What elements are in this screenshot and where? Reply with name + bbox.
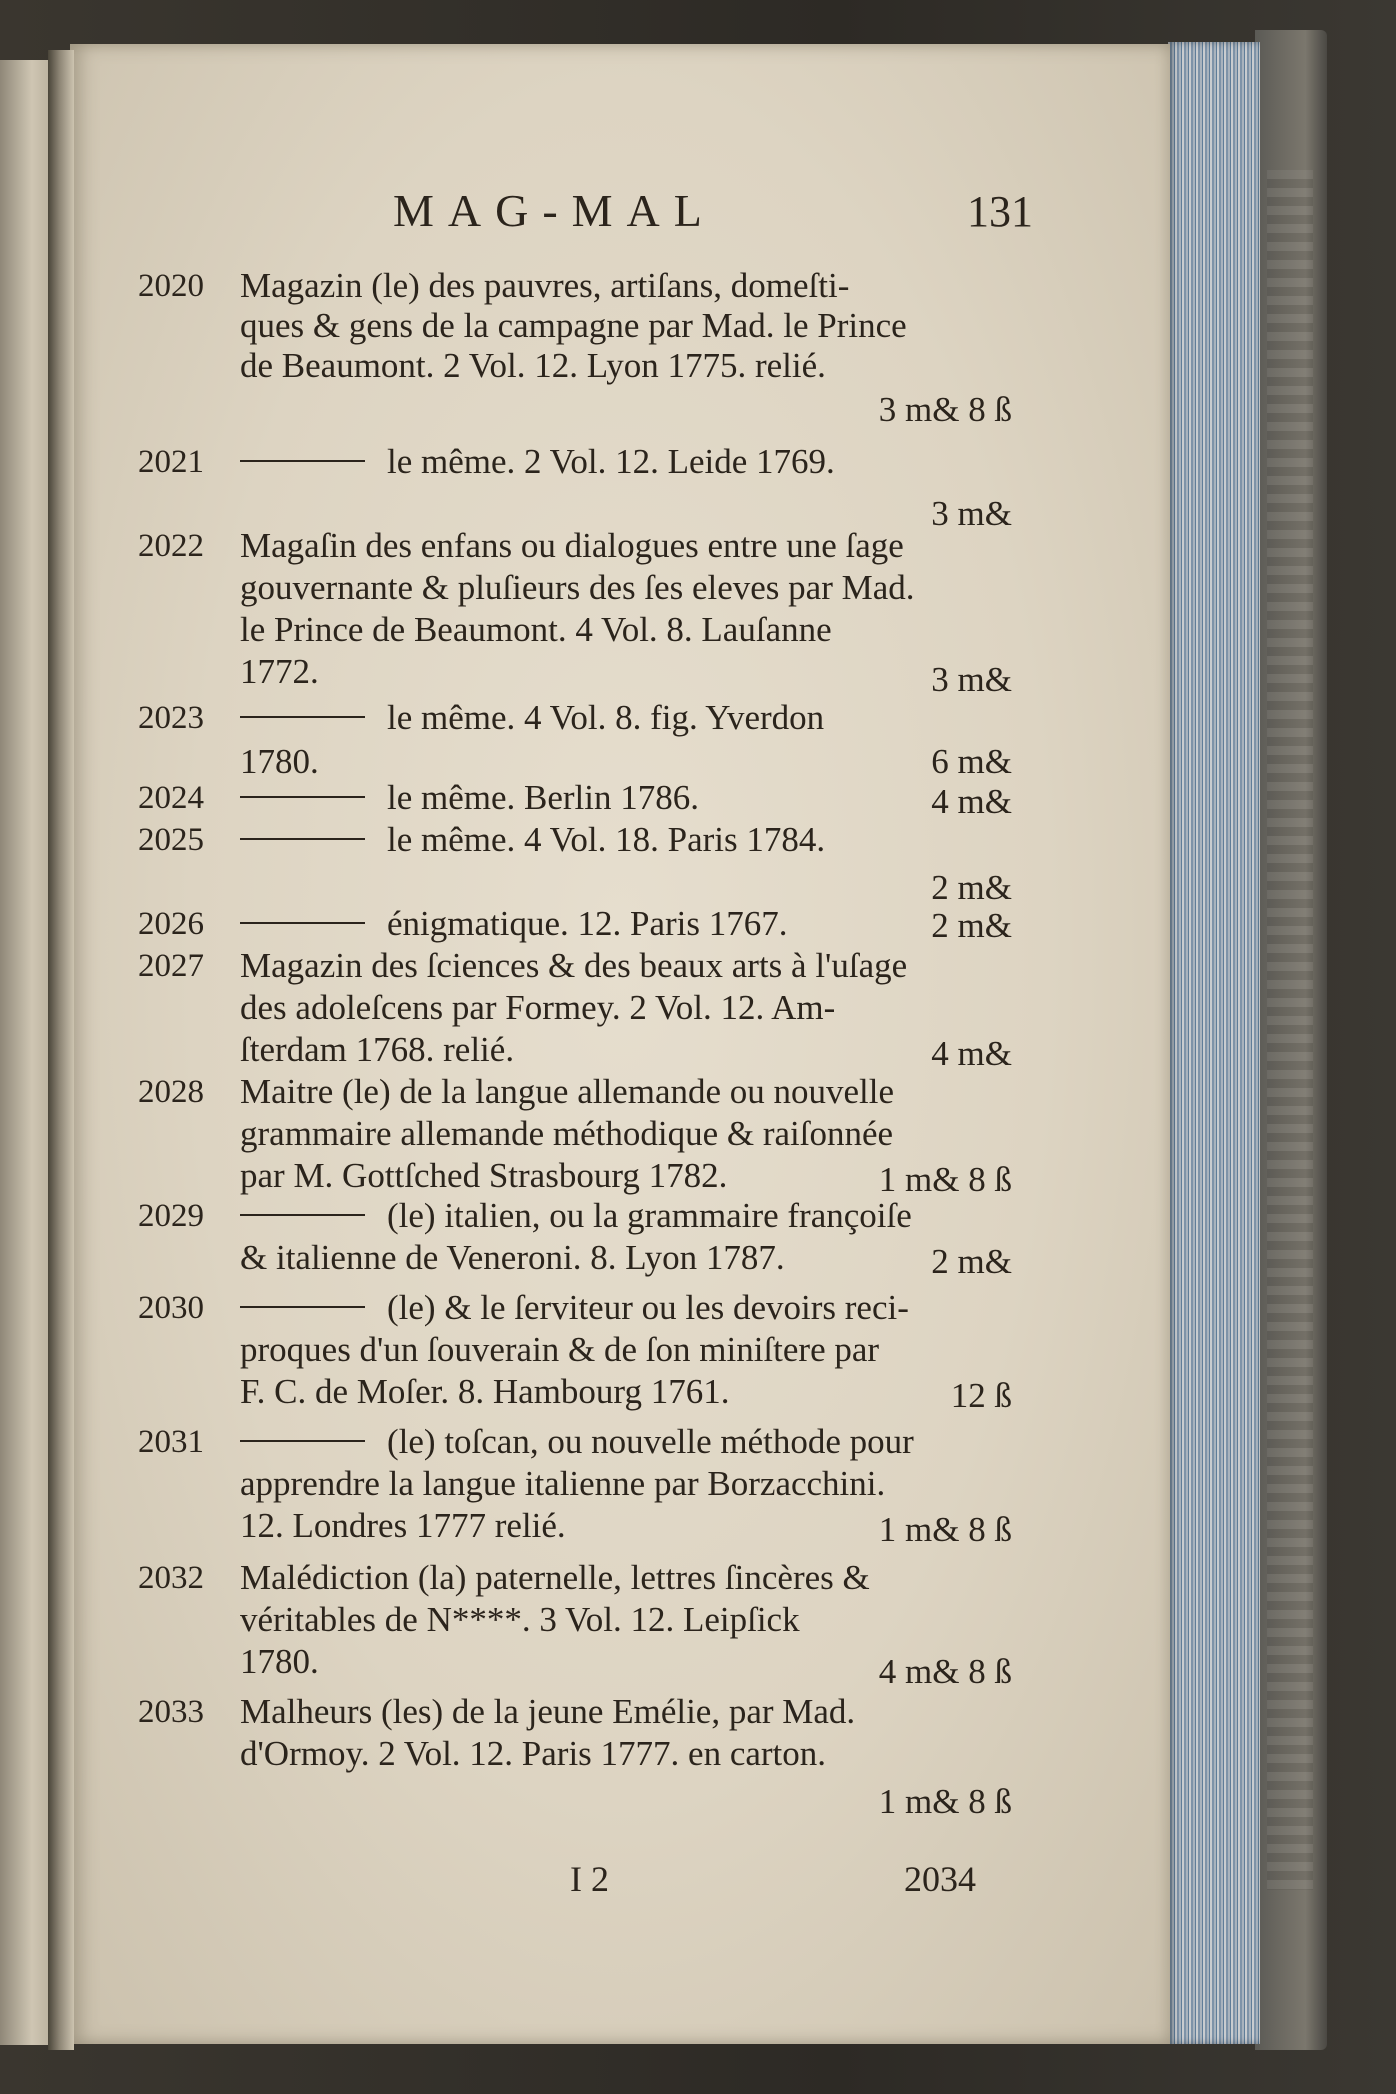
entry-price: 2 m& [931,906,1012,945]
entry-number: 2024 [138,780,204,816]
entry-line: Malédiction (la) paternelle, lettres ſincères & [240,1558,870,1597]
entry-price: 2 m& [931,868,1012,907]
entry-price: 6 m& [931,742,1012,781]
entry-price: 1 m& 8 ß [878,1160,1012,1199]
signature-mark: I 2 [570,1859,609,1899]
entry-line-with-rule [240,1422,1010,1462]
entry-line: par M. Gottſched Strasbourg 1782. [240,1156,728,1195]
ditto-rule [240,1306,365,1308]
entry-number: 2026 [138,906,204,942]
entry-line: F. C. de Moſer. 8. Hambourg 1761. [240,1372,730,1411]
entry-line: 12. Londres 1777 relié. [240,1506,566,1545]
entry-line-with-rule [240,820,1010,860]
entry-line: ques & gens de la campagne par Mad. le Prince [240,306,907,345]
entry-price: 4 m& [931,782,1012,821]
entry-line: Magazin des ſciences & des beaux arts à l'uſage [240,946,908,985]
entry-price: 3 m& [931,494,1012,533]
ditto-rule [240,838,365,840]
entry-line: proques d'un ſouverain & de ſon miniſtere par [240,1330,880,1369]
entry-line: apprendre la langue italienne par Borzacchini. [240,1464,886,1503]
entry-line-with-rule [240,778,1010,818]
entry-price: 12 ß [950,1376,1012,1415]
entry-number: 2030 [138,1290,204,1326]
ditto-rule [240,716,365,718]
entry-price: 3 m& [931,660,1012,699]
entry-number: 2021 [138,444,204,480]
ditto-rule [240,922,365,924]
ditto-rule [240,1440,365,1442]
page-block-edges [1168,42,1260,2044]
entry-line-with-rule [240,1196,1010,1236]
entry-price: 3 m& 8 ß [878,390,1012,429]
entry-number: 2032 [138,1560,204,1596]
entry-line: Malheurs (les) de la jeune Emélie, par Mad. [240,1692,856,1731]
entry-line-with-rule [240,442,1010,482]
entry-line: d'Ormoy. 2 Vol. 12. Paris 1777. en carton. [240,1734,827,1773]
ditto-rule [240,796,365,798]
entry-price: 1 m& 8 ß [878,1782,1012,1821]
entry-line-with-rule [240,698,1010,738]
entry-line: 1772. [240,652,319,691]
ditto-rule [240,460,365,462]
book-cover-edge [1255,30,1327,2050]
entry-line: de Beaumont. 2 Vol. 12. Lyon 1775. relié. [240,346,826,385]
entry-line: grammaire allemande méthodique & raiſonnée [240,1114,894,1153]
running-head [393,184,1033,244]
entry-line: des adoleſcens par Formey. 2 Vol. 12. Am- [240,988,836,1027]
entry-line: (le) italien, ou la grammaire françoiſe [387,1196,912,1235]
entry-line: le même. 4 Vol. 8. fig. Yverdon [387,698,825,737]
entry-line: Magazin (le) des pauvres, artiſans, domeſti- [240,266,850,305]
entry-number: 2033 [138,1694,204,1730]
entry-number: 2022 [138,528,204,564]
entry-price: 2 m& [931,1242,1012,1281]
entry-line: Maitre (le) de la langue allemande ou nouvelle [240,1072,895,1111]
entry-line: 1780. [240,742,319,781]
entry-price: 1 m& 8 ß [878,1510,1012,1549]
entry-line: le même. 2 Vol. 12. Leide 1769. [387,442,835,481]
entry-line: gouvernante & pluſieurs des ſes eleves par Mad. [240,568,915,607]
entry-line: ſterdam 1768. relié. [240,1030,515,1069]
entry-line: le Prince de Beaumont. 4 Vol. 8. Lauſanne [240,610,832,649]
entry-number: 2020 [138,268,204,304]
entry-line: Magaſin des enfans ou dialogues entre une ſage [240,526,904,565]
entry-price: 4 m& 8 ß [878,1652,1012,1691]
entry-line-with-rule [240,904,1010,944]
entry-line: le même. 4 Vol. 18. Paris 1784. [387,820,826,859]
entry-line: véritables de N****. 3 Vol. 12. Leipſick [240,1600,800,1639]
entry-line-with-rule [240,1288,1010,1328]
page-number: 131 [967,187,1033,236]
running-head-title: MAG-MAL [393,185,716,236]
entry-line: (le) & le ſerviteur ou les devoirs reci- [387,1288,909,1327]
entry-number: 2031 [138,1424,204,1460]
entry-number: 2028 [138,1074,204,1110]
catchword: 2034 [904,1859,976,1899]
entry-line: énigmatique. 12. Paris 1767. [387,904,788,943]
entry-line: (le) toſcan, ou nouvelle méthode pour [387,1422,914,1461]
entry-number: 2029 [138,1198,204,1234]
entry-number: 2025 [138,822,204,858]
entry-line: 1780. [240,1642,319,1681]
entry-line: & italienne de Veneroni. 8. Lyon 1787. [240,1238,785,1277]
book-gutter [48,50,74,2050]
entry-number: 2027 [138,948,204,984]
entry-price: 4 m& [931,1034,1012,1073]
ditto-rule [240,1214,365,1216]
entry-number: 2023 [138,700,204,736]
entry-line: le même. Berlin 1786. [387,778,700,817]
